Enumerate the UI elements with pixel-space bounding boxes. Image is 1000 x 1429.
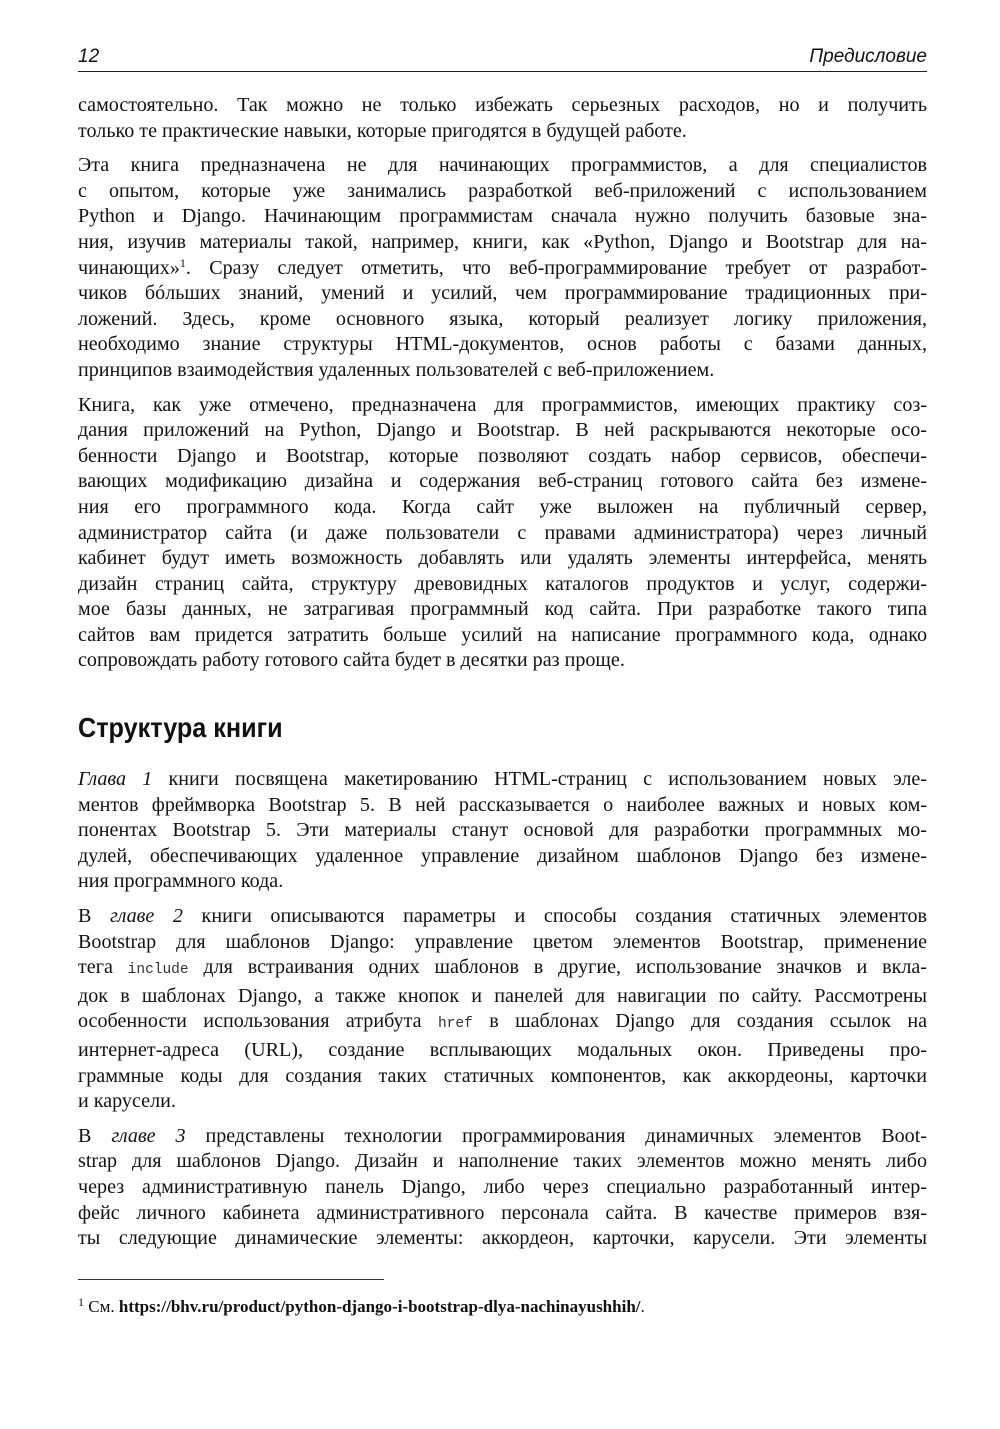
text-line: ния программного кода. bbox=[78, 870, 284, 893]
text-line: необходимо знание структуры HTML-документов, основ работы с базами данных, bbox=[78, 333, 927, 356]
text-line: Bootstrap для шаблонов Django: управление цветом элементов Bootstrap, применение bbox=[78, 930, 927, 953]
text-fragment: . Сразу следует отметить, что веб-программирование требует от разработ- bbox=[185, 256, 927, 279]
text-line: Эта книга предназначена не для начинающих программистов, а для специалистов bbox=[78, 154, 927, 177]
chapter-ref: главе 3 bbox=[111, 1124, 186, 1147]
text-line: ния его программного кода. Когда сайт уже выложен на публичный сервер, bbox=[78, 495, 927, 518]
text-line bbox=[78, 1009, 927, 1038]
text-line bbox=[78, 767, 927, 793]
running-header bbox=[78, 44, 927, 72]
text-line: только те практические навыки, которые пригодятся в будущей работе. bbox=[78, 119, 687, 142]
chapter-2-paragraph bbox=[78, 904, 927, 1115]
text-line: самостоятельно. Так можно не только избежать серьезных расходов, но и получить bbox=[78, 94, 927, 116]
text-line: дизайн страниц сайта, структуру древовидных каталогов продуктов и услуг, содержи- bbox=[78, 572, 927, 595]
footnote bbox=[78, 1296, 927, 1318]
text-line: ния, изучив материалы такой, например, книги, как «Python, Django и Bootstrap для на- bbox=[78, 230, 927, 253]
text-fragment: книги описываются параметры и способы создания статичных элементов bbox=[182, 905, 927, 928]
text-line: фейс личного кабинета административного персонала сайта. В качестве примеров взя- bbox=[78, 1201, 927, 1224]
text-fragment: чинающих» bbox=[78, 256, 180, 279]
text-line: мое базы данных, не затрагивая программный код сайта. При разработке такого типа bbox=[78, 598, 927, 621]
footnote-number: 1 bbox=[78, 1295, 84, 1309]
footnote-ref[interactable]: 1 bbox=[179, 255, 186, 270]
running-title: Предисловие bbox=[809, 46, 927, 67]
body-text bbox=[78, 93, 927, 1261]
text-line: ты следующие динамические элементы: аккордеон, карточки, карусели. Эти элементы bbox=[78, 1227, 927, 1250]
text-line: сайтов вам придется затратить больше усилий на написание программного кода, однако bbox=[78, 623, 927, 646]
text-line: ложений. Здесь, кроме основного языка, который реализует логику приложения, bbox=[78, 307, 927, 330]
paragraph-2 bbox=[78, 153, 927, 383]
text-line: вающих модификацию дизайна и содержания веб-страниц готового сайта без измене- bbox=[78, 470, 927, 493]
section-title: Структура книги bbox=[78, 712, 283, 744]
text-fragment: представлены технологии программирования динамичных элементов Boot- bbox=[185, 1124, 927, 1147]
text-fragment: тега bbox=[78, 956, 128, 979]
chapter-3-paragraph bbox=[78, 1124, 927, 1252]
text-line bbox=[78, 904, 927, 930]
chapter-1-paragraph bbox=[78, 767, 927, 895]
text-line bbox=[78, 256, 927, 282]
footnote-link[interactable]: https://bhv.ru/product/python-django-i-bootstrap-dlya-nachinayushhih/ bbox=[118, 1297, 641, 1316]
text-fragment: В bbox=[78, 1124, 112, 1147]
text-line: чиков бóльших знаний, умений и усилий, чем программирование традиционных при- bbox=[78, 282, 927, 305]
chapter-ref: главе 2 bbox=[110, 905, 183, 928]
text-line: Python и Django. Начинающим программистам сначала нужно получить базовые зна- bbox=[78, 205, 927, 228]
text-line: кабинет будут иметь возможность добавлять или удалять элементы интерфейса, менять bbox=[78, 547, 927, 570]
paragraph-1 bbox=[78, 93, 927, 144]
text-line: док в шаблонах Django, а также кнопок и панелей для навигации по сайту. Рассмотрены bbox=[78, 984, 927, 1007]
text-line bbox=[78, 955, 927, 984]
text-fragment: В bbox=[78, 905, 111, 928]
paragraph-3 bbox=[78, 393, 927, 675]
text-fragment: особенности использования атрибута bbox=[78, 1010, 438, 1033]
text-fragment: для встраивания одних шаблонов в другие, использование значков и вкла- bbox=[188, 956, 927, 979]
footnote-suffix: . bbox=[640, 1297, 645, 1316]
text-line: strap для шаблонов Django. Дизайн и наполнение таких элементов можно менять либо bbox=[78, 1150, 928, 1173]
text-line: интернет-адреса (URL), создание всплывающих модальных окон. Приведены про- bbox=[78, 1039, 927, 1061]
text-line: с опытом, которые уже занимались разработкой веб-приложений с использованием bbox=[78, 179, 927, 202]
text-line: администратор сайта (и даже пользователи с правами администратора) через личный bbox=[78, 521, 927, 544]
text-line: дания приложений на Python, Django и Bootstrap. В ней раскрываются некоторые осо- bbox=[78, 419, 927, 442]
text-line: граммные коды для создания таких статичных компонентов, как аккордеоны, карточки bbox=[78, 1064, 927, 1087]
text-fragment: в шаблонах Django для создания ссылок на bbox=[472, 1010, 927, 1033]
text-line: Книга, как уже отмечено, предназначена для программистов, имеющих практику соз- bbox=[78, 393, 927, 416]
footnote-divider bbox=[78, 1279, 384, 1280]
text-line: бенности Django и Bootstrap, которые позволяют создать набор сервисов, обеспечи- bbox=[78, 444, 927, 467]
footnote-prefix: См. bbox=[84, 1297, 119, 1316]
text-line: принципов взаимодействия удаленных пользователей с веб-приложением. bbox=[78, 358, 715, 381]
text-line: дулей, обеспечивающих удаленное управление дизайном шаблонов Django без измене- bbox=[78, 844, 927, 867]
text-line: ментов фреймворка Bootstrap 5. В ней рассказывается о наиболее важных и новых ком- bbox=[78, 793, 927, 816]
code-include: include bbox=[127, 962, 189, 979]
text-fragment: книги посвящена макетированию HTML-страниц с использованием новых эле- bbox=[152, 768, 927, 791]
text-line: сопровождать работу готового сайта будет в десятки раз проще. bbox=[78, 649, 625, 672]
text-line: через административную панель Django, либо через специально разработанный интер- bbox=[78, 1175, 927, 1198]
text-line: понентах Bootstrap 5. Эти материалы станут основой для разработки программных мо- bbox=[78, 819, 927, 842]
code-href: href bbox=[437, 1016, 473, 1033]
chapter-ref: Глава 1 bbox=[78, 768, 153, 791]
text-line: и карусели. bbox=[78, 1090, 176, 1113]
text-line bbox=[78, 1124, 927, 1150]
page-number: 12 bbox=[78, 46, 100, 67]
